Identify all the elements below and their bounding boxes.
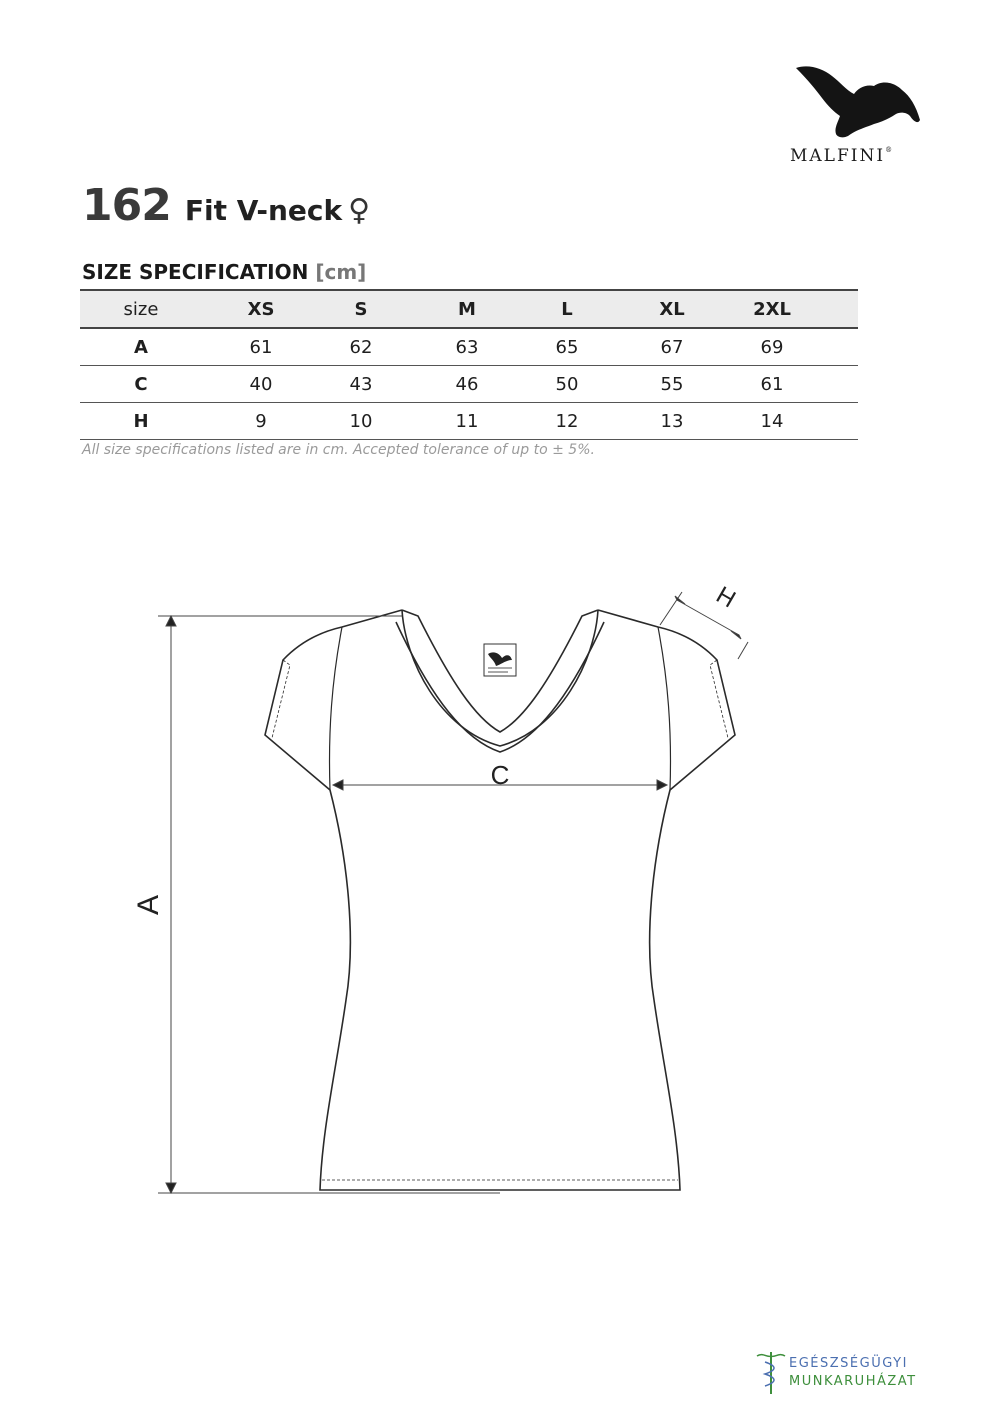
table-header-cell: XS (247, 298, 275, 320)
tshirt-outline (265, 610, 735, 1190)
badge-line2: MUNKARUHÁZAT (789, 1374, 917, 1389)
table-header-cell: size (123, 298, 159, 320)
table-cell: 14 (760, 410, 784, 432)
female-icon: ♀ (348, 193, 371, 228)
table-header-cell: S (354, 298, 368, 320)
tolerance-note: All size specifications listed are in cm. Accepted tolerance of up to ± 5%. (82, 442, 595, 458)
table-cell: 69 (760, 336, 784, 358)
table-header-cell: 2XL (753, 298, 791, 320)
dimension-label-h: H (711, 581, 741, 614)
table-cell: 9 (255, 410, 267, 432)
table-cell: 61 (760, 373, 784, 395)
table-cell: 63 (455, 336, 479, 358)
product-name: Fit V-neck (184, 194, 343, 227)
table-cell: 12 (555, 410, 579, 432)
table-row (80, 366, 858, 403)
dimension-label-c: C (490, 760, 510, 790)
badge-line1: EGÉSZSÉGÜGYI (789, 1356, 908, 1371)
size-table (80, 289, 858, 440)
table-cell: 11 (455, 410, 479, 432)
dimension-lines (158, 592, 748, 1193)
table-cell: 61 (249, 336, 273, 358)
table-header-cell: L (561, 298, 573, 320)
table-cell: 67 (660, 336, 684, 358)
egeszsegugyi-badge (753, 1348, 933, 1396)
table-cell: 43 (349, 373, 373, 395)
table-cell: 46 (455, 373, 479, 395)
table-row-label: C (134, 373, 148, 395)
table-row-label: H (133, 410, 149, 432)
table-header-cell: M (458, 298, 476, 320)
product-title (82, 180, 370, 232)
caduceus-icon (753, 1348, 789, 1396)
table-row (80, 328, 858, 366)
table-cell: 10 (349, 410, 373, 432)
table-cell: 40 (249, 373, 273, 395)
eagle-icon (794, 62, 924, 142)
table-cell: 62 (349, 336, 373, 358)
table-row (80, 403, 858, 440)
table-cell: 13 (660, 410, 684, 432)
table-cell: 50 (555, 373, 579, 395)
tshirt-diagram (0, 560, 1000, 1220)
table-cell: 65 (555, 336, 579, 358)
table-cell: 55 (660, 373, 684, 395)
size-spec-heading: SIZE SPECIFICATION [cm] (82, 260, 367, 284)
product-code: 162 (82, 180, 171, 231)
table-header-cell: XL (659, 298, 685, 320)
dimension-label-a: A (132, 894, 165, 916)
brand-name: MALFINI® (790, 146, 893, 166)
malfini-logo (780, 62, 940, 172)
table-row-label: A (134, 336, 148, 358)
neck-label-icon (484, 644, 516, 676)
table-header-row (80, 290, 858, 328)
